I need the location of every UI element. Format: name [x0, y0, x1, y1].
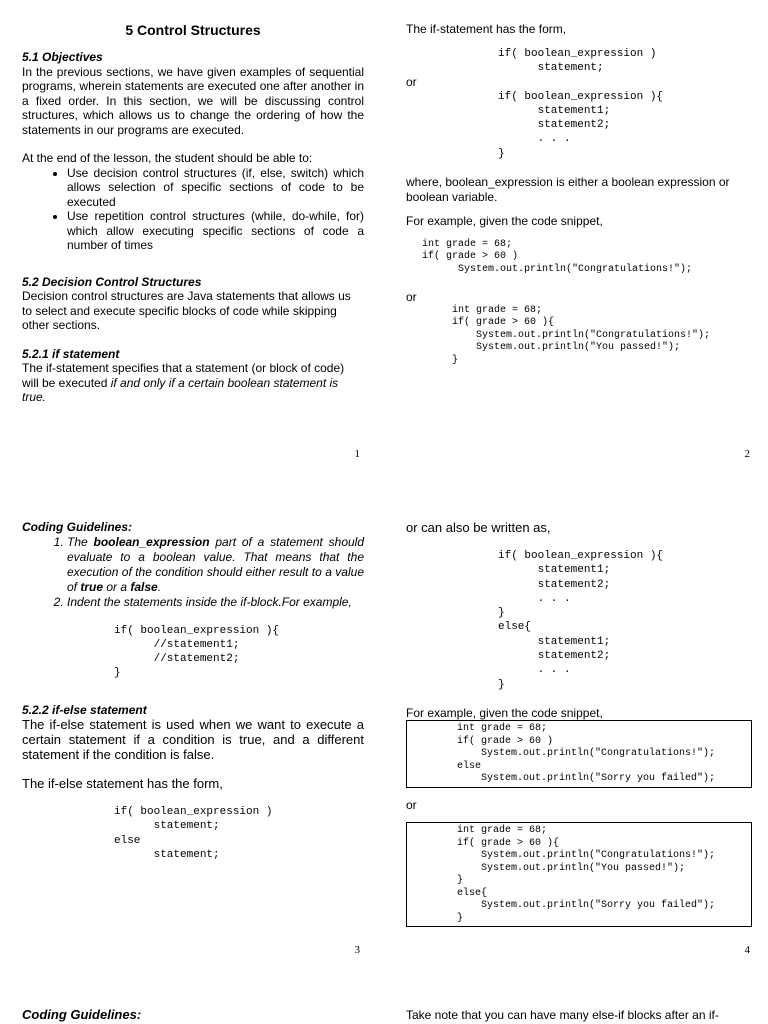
page-3 — [22, 512, 364, 962]
section-5-2-heading: 5.2 Decision Control Structures — [22, 274, 202, 289]
else-if-note: Take note that you can have many else-if blocks after an if- — [406, 1008, 719, 1022]
page-6 — [406, 1008, 754, 1023]
list-item: 2. Indent the statements inside the if-block.For example, — [67, 595, 364, 610]
alt-form-intro: or can also be written as, — [406, 520, 551, 535]
decision-structures-paragraph: Decision control structures are Java statements that allows us to select and execute specific blocks of code while skipping other sections. — [22, 289, 351, 332]
chapter-title: 5 Control Structures — [125, 22, 261, 38]
example-intro: For example, given the code snippet, — [406, 214, 603, 229]
page-1 — [22, 14, 364, 474]
guideline-text: or a — [103, 579, 131, 594]
page-number: 3 — [354, 944, 360, 956]
if-block-form-code: if( boolean_expression ){ statement1; statement2; . . . } — [498, 90, 664, 160]
if-statement-text: The if-statement specifies that a statement (or block of code) will be executed — [22, 361, 345, 390]
page-4 — [406, 512, 754, 962]
objectives-list — [22, 166, 364, 253]
or-label: or — [406, 797, 417, 812]
if-else-form-intro: The if-else statement has the form, — [22, 776, 223, 792]
guidelines-list — [22, 535, 364, 610]
example-intro: For example, given the code snippet, — [406, 705, 603, 720]
if-else-paragraph: The if-else statement is used when we want to execute a certain statement if a condition is true, and a different statement if the condition is false. — [22, 717, 364, 763]
example-code-1: int grade = 68; if( grade > 60 ) System.out.println("Congratulations!"); else System.out.println("Sorry you failed"); — [457, 723, 716, 785]
example-code-2: int grade = 68; if( grade > 60 ){ System.out.println("Congratulations!"); System.out.println("You passed!"); } else{ System.out.println("Sorry you failed"); } — [457, 825, 716, 924]
or-label: or — [406, 290, 417, 305]
if-form-code: if( boolean_expression ) statement; — [498, 47, 657, 74]
guideline-text: The — [67, 534, 94, 549]
if-form-intro: The if-statement has the form, — [406, 22, 567, 36]
guideline-bold: false — [130, 579, 158, 594]
example-code-2: int grade = 68; if( grade > 60 ){ System.out.println("Congratulations!"); System.out.println("You passed!"); } — [452, 304, 711, 366]
page-number: 4 — [744, 944, 750, 956]
list-item — [67, 535, 364, 595]
section-5-2-1-heading: 5.2.1 if statement — [22, 346, 120, 361]
indent-example-code: if( boolean_expression ){ //statement1; //statement2; } — [114, 624, 280, 680]
if-else-block-form-code: if( boolean_expression ){ statement1; statement2; . . . } else{ statement1; statement2; . . . } — [498, 550, 664, 691]
page-number: 2 — [744, 448, 750, 460]
if-statement-paragraph — [22, 361, 364, 405]
guideline-bold: boolean_expression — [93, 534, 210, 549]
coding-guidelines-heading: Coding Guidelines: — [22, 1007, 142, 1022]
guideline-bold: true — [80, 579, 104, 594]
or-label: or — [406, 75, 417, 90]
list-item: • Use repetition control structures (while, do-while, for) which allow executing specific sections of code a number of times — [67, 209, 364, 253]
section-5-2-2-heading: 5.2.2 if-else statement — [22, 702, 147, 717]
section-5-1-heading: 5.1 Objectives — [22, 50, 103, 64]
guideline-text: part of a statement should evaluate to a boolean value. That means that the execution of the condition should either result to a value of — [67, 534, 365, 594]
page-5 — [22, 1008, 364, 1023]
page-2 — [406, 14, 754, 474]
if-else-form-code: if( boolean_expression ) statement; else statement; — [114, 806, 273, 862]
guideline-text: . — [157, 579, 162, 594]
if-statement-emphasis: if and only if a certain boolean statement is true. — [22, 375, 339, 404]
list-item: • Use decision control structures (if, else, switch) which allows selection of specific sections of code to be executed — [67, 166, 364, 210]
code-box-2 — [406, 822, 752, 927]
objectives-paragraph: In the previous sections, we have given examples of sequential programs, wherein statements are executed one after another in a fixed order. In this section, we will be discussing control structures, which allows us to change the ordering of how the statements in our programs are executed. — [22, 64, 364, 137]
objectives-intro: At the end of the lesson, the student should be able to: — [22, 151, 313, 165]
coding-guidelines-heading: Coding Guidelines: — [22, 520, 132, 534]
example-code-1: int grade = 68; if( grade > 60 ) System.out.println("Congratulations!"); — [422, 238, 693, 275]
where-paragraph: where, boolean_expression is either a boolean expression or boolean variable. — [406, 175, 730, 204]
code-box-1 — [406, 720, 752, 788]
page-number: 1 — [354, 448, 360, 460]
